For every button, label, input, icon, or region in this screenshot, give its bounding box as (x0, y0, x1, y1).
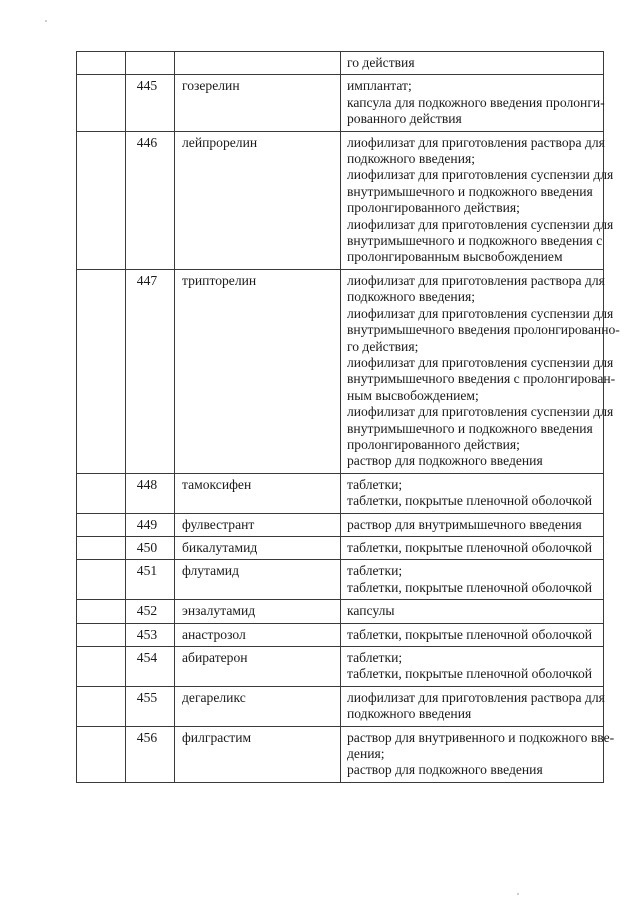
dosage-form-line: подкожного введения; (347, 151, 476, 167)
drug-name-cell: энзалутамид (175, 600, 341, 623)
dosage-forms-cell (341, 686, 604, 726)
drug-list-table (76, 51, 620, 783)
dosage-form-line: го действия; (347, 338, 419, 354)
table-row (77, 269, 604, 473)
dosage-form-line: таблетки, покрытые пленочной оболочкой (347, 539, 593, 555)
dosage-form-line: лиофилизат для приготовления суспензии для (347, 167, 614, 183)
dosage-form-line: пролонгированного действия; (347, 436, 520, 452)
dosage-forms-cell (341, 75, 604, 131)
dosage-form-line: ным высвобождением; (347, 387, 479, 403)
table-row (77, 52, 604, 75)
dosage-form-line: капсула для подкожного введения пролонги- (347, 94, 605, 110)
code-cell (77, 560, 126, 600)
dosage-form-line: таблетки, покрытые пленочной оболочкой (347, 666, 593, 682)
dosage-form-line: го действия (347, 55, 415, 70)
dosage-form-line: лиофилизат для приготовления суспензии для (347, 354, 614, 370)
dosage-form-line: пролонгированного действия; (347, 200, 520, 216)
code-cell (77, 536, 126, 559)
table-row (77, 473, 604, 513)
drug-name-cell: абиратерон (175, 647, 341, 687)
dosage-form-line: внутримышечного введения пролонгированно- (347, 322, 620, 338)
dosage-form-line: имплантат; (347, 78, 412, 94)
dosage-forms-cell (341, 600, 604, 623)
dosage-form-line: внутримышечного и подкожного введения (347, 183, 593, 199)
drug-name-cell: анастрозол (175, 623, 341, 646)
dosage-form-line: рованного действия (347, 111, 462, 127)
number-cell: 450 (126, 536, 175, 559)
dosage-form-line: раствор для внутривенного и подкожного вве- (347, 729, 615, 745)
dosage-form-line: таблетки, покрытые пленочной оболочкой (347, 493, 593, 509)
dosage-form-line: раствор для подкожного введения (347, 453, 543, 469)
drug-name-cell: гозерелин (175, 75, 341, 131)
table-row (77, 647, 604, 687)
number-cell: 446 (126, 131, 175, 269)
dosage-form-line: таблетки; (347, 476, 403, 492)
table-row (77, 726, 604, 782)
drug-name-cell: тамоксифен (175, 473, 341, 513)
table-body (77, 52, 620, 783)
dosage-form-line: таблетки; (347, 563, 403, 579)
code-cell (77, 269, 126, 473)
number-cell: 452 (126, 600, 175, 623)
dosage-forms-cell (341, 473, 604, 513)
dosage-forms-cell (341, 513, 604, 536)
number-cell: 456 (126, 726, 175, 782)
dosage-forms-cell (341, 536, 604, 559)
dosage-form-line: лиофилизат для приготовления суспензии для (347, 216, 614, 232)
dosage-form-line: лиофилизат для приготовления суспензии для (347, 404, 614, 420)
dosage-form-line: раствор для внутримышечного введения (347, 516, 582, 532)
code-cell (77, 647, 126, 687)
dosage-form-line: дения; (347, 746, 385, 762)
drug-name-cell: лейпрорелин (175, 131, 341, 269)
dosage-form-line: капсулы (347, 603, 395, 619)
dosage-form-line: лиофилизат для приготовления раствора для (347, 272, 605, 288)
drug-name-cell: филграстим (175, 726, 341, 782)
dosage-form-line: лиофилизат для приготовления раствора для (347, 689, 605, 705)
table-row (77, 75, 604, 131)
dosage-form-line: раствор для подкожного введения (347, 762, 543, 778)
dosage-forms-cell (341, 623, 604, 646)
table-row (77, 536, 604, 559)
dosage-form-line: лиофилизат для приготовления раствора для (347, 134, 605, 150)
dosage-form-line: подкожного введения; (347, 289, 476, 305)
code-cell (77, 473, 126, 513)
number-cell: 455 (126, 686, 175, 726)
code-cell (77, 623, 126, 646)
drug-name-cell: фулвестрант (175, 513, 341, 536)
dosage-form-line: пролонгированным высвобождением (347, 249, 563, 265)
table-row (77, 686, 604, 726)
code-cell (77, 686, 126, 726)
dosage-form-line: внутримышечного и подкожного введения (347, 420, 593, 436)
table-row (77, 131, 604, 269)
drug-name-cell: трипторелин (175, 269, 341, 473)
dosage-forms-cell (341, 269, 620, 473)
drug-name-cell: бикалутамид (175, 536, 341, 559)
number-cell: 445 (126, 75, 175, 131)
code-cell (77, 52, 126, 75)
table-row (77, 623, 604, 646)
dosage-forms-cell (341, 52, 604, 75)
number-cell: 449 (126, 513, 175, 536)
number-cell (126, 52, 175, 75)
number-cell: 448 (126, 473, 175, 513)
code-cell (77, 131, 126, 269)
scan-speck (517, 893, 519, 895)
number-cell: 454 (126, 647, 175, 687)
table-row (77, 600, 604, 623)
dosage-form-line: внутримышечного введения с пролонгирован- (347, 371, 616, 387)
code-cell (77, 600, 126, 623)
dosage-forms-cell (341, 647, 604, 687)
drug-name-cell: флутамид (175, 560, 341, 600)
dosage-form-line: подкожного введения (347, 706, 472, 722)
drug-name-cell: дегареликс (175, 686, 341, 726)
number-cell: 453 (126, 623, 175, 646)
dosage-forms-cell (341, 131, 614, 269)
dosage-form-line: внутримышечного и подкожного введения с (347, 233, 603, 249)
dosage-form-line: лиофилизат для приготовления суспензии для (347, 305, 614, 321)
code-cell (77, 75, 126, 131)
code-cell (77, 726, 126, 782)
dosage-form-line: таблетки; (347, 650, 403, 665)
table-row (77, 560, 604, 600)
dosage-forms-cell (341, 560, 604, 600)
scan-speck (45, 20, 47, 22)
dosage-form-line: таблетки, покрытые пленочной оболочкой (347, 579, 593, 595)
dosage-form-line: таблетки, покрытые пленочной оболочкой (347, 626, 593, 642)
table-row (77, 513, 604, 536)
drug-name-cell (175, 52, 341, 75)
number-cell: 447 (126, 269, 175, 473)
code-cell (77, 513, 126, 536)
number-cell: 451 (126, 560, 175, 600)
dosage-forms-cell (341, 726, 615, 782)
